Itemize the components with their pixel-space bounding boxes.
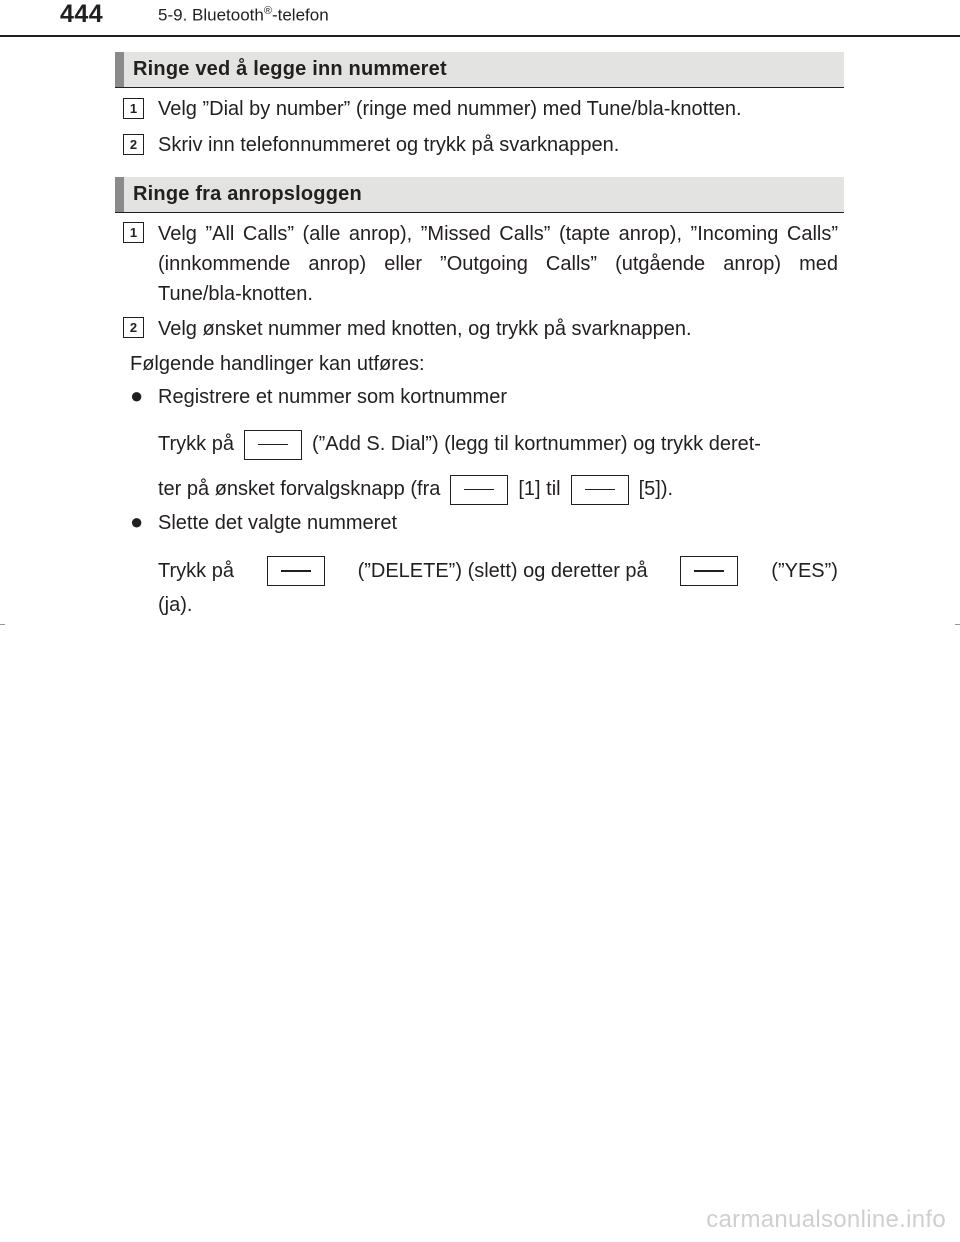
- preset-button-icon: [450, 475, 508, 505]
- section-accent: [115, 177, 124, 212]
- section-heading-dial-number: [115, 52, 844, 88]
- crop-mark: [955, 624, 960, 625]
- yes-button-icon: [680, 556, 738, 586]
- watermark: carmanualsonline.info: [706, 1206, 946, 1233]
- chapter-title: 5-9. Bluetooth®-telefon: [158, 5, 329, 25]
- crop-mark: [0, 624, 5, 625]
- instruction-line: (ja).: [158, 594, 193, 616]
- instruction-line: ter på ønsket forvalgsknapp (fra [1] til [5]).: [158, 474, 673, 505]
- bullet-title: Slette det valgte nummeret: [158, 512, 398, 534]
- add-speed-dial-button-icon: [244, 430, 302, 460]
- step-number-badge: 1: [123, 98, 144, 119]
- delete-button-icon: [267, 556, 325, 586]
- step-text: Velg ønsket nummer med knotten, og trykk på svarknappen.: [158, 318, 692, 340]
- header-rule: [0, 35, 960, 37]
- bullet-icon: ●: [130, 509, 144, 534]
- step-number-badge: 2: [123, 134, 144, 155]
- section-title: Ringe fra anropsloggen: [133, 183, 362, 205]
- step-text: Velg ”All Calls” (alle anrop), ”Missed Calls” (tapte anrop), ”Incoming Calls” (innkommende anrop) eller ”Outgoing Calls” (utgående anrop) med Tune/bla-knotten.: [158, 223, 838, 305]
- page-number: 444: [60, 0, 104, 28]
- section-heading-call-log: [115, 177, 844, 213]
- actions-intro: Følgende handlinger kan utføres:: [130, 353, 425, 375]
- step-text: Velg ”Dial by number” (ringe med nummer) med Tune/bla-knotten.: [158, 98, 742, 120]
- section-title: Ringe ved å legge inn nummeret: [133, 58, 447, 80]
- step-number-badge: 2: [123, 317, 144, 338]
- step-text: Skriv inn telefonnummeret og trykk på svarknappen.: [158, 134, 620, 156]
- preset-button-icon: [571, 475, 629, 505]
- section-accent: [115, 52, 124, 87]
- instruction-line: Trykk på (”Add S. Dial”) (legg til kortnummer) og trykk deret-: [158, 429, 761, 460]
- instruction-line: Trykk på (”DELETE”) (slett) og deretter på (”YES”): [158, 556, 838, 586]
- bullet-icon: ●: [130, 383, 144, 408]
- bullet-title: Registrere et nummer som kortnummer: [158, 386, 507, 408]
- step-number-badge: 1: [123, 222, 144, 243]
